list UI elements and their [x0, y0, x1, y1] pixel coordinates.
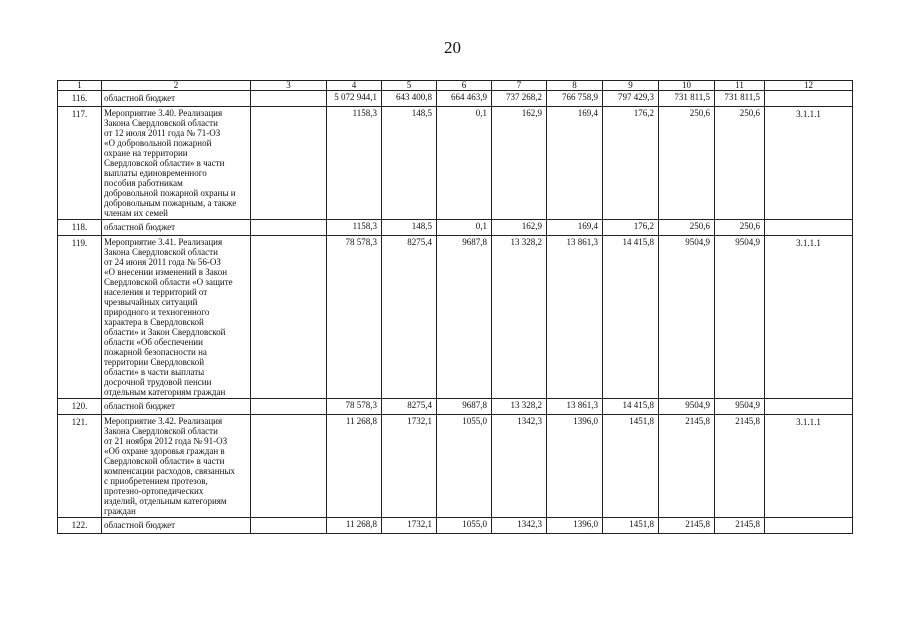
- row-name: областной бюджет: [102, 399, 251, 415]
- value-cell: 1158,3: [327, 220, 382, 236]
- column-header: 9: [603, 81, 659, 91]
- value-cell: 13 861,3: [547, 236, 603, 399]
- target-indicator-cell: [765, 518, 853, 534]
- value-cell: 9504,9: [659, 399, 715, 415]
- value-cell: 250,6: [715, 220, 765, 236]
- value-cell: 1396,0: [547, 415, 603, 518]
- value-cell: 1055,0: [437, 415, 492, 518]
- value-cell: 14 415,8: [603, 399, 659, 415]
- target-indicator-cell: 3.1.1.1: [765, 236, 853, 399]
- row-name: Мероприятие 3.42. Реализация Закона Свердловской области от 21 ноября 2012 года № 91-ОЗ «Об охране здоровья граждан в Свердловской области» в части компенсации расходов, связанных с приобретением протезов, протезно-ортопедических изделий, отдельным категориям граждан: [102, 415, 251, 518]
- column-header: 8: [547, 81, 603, 91]
- value-cell: 11 268,8: [327, 518, 382, 534]
- value-cell: 1342,3: [492, 518, 547, 534]
- row-number: 119.: [58, 236, 102, 399]
- executor-cell: [251, 220, 327, 236]
- value-cell: 1451,8: [603, 415, 659, 518]
- table-row: [58, 220, 853, 236]
- executor-cell: [251, 415, 327, 518]
- row-number: 118.: [58, 220, 102, 236]
- column-header: 5: [382, 81, 437, 91]
- value-cell: 731 811,5: [715, 91, 765, 107]
- value-cell: 250,6: [715, 107, 765, 220]
- executor-cell: [251, 399, 327, 415]
- value-cell: 148,5: [382, 220, 437, 236]
- table-row: [58, 236, 853, 399]
- value-cell: 1055,0: [437, 518, 492, 534]
- table-row: [58, 91, 853, 107]
- column-header: 2: [102, 81, 251, 91]
- row-name: областной бюджет: [102, 91, 251, 107]
- value-cell: 2145,8: [659, 415, 715, 518]
- table-row: [58, 399, 853, 415]
- target-indicator-cell: [765, 91, 853, 107]
- value-cell: 169,4: [547, 220, 603, 236]
- value-cell: 162,9: [492, 220, 547, 236]
- table-row: [58, 415, 853, 518]
- value-cell: 13 328,2: [492, 236, 547, 399]
- value-cell: 162,9: [492, 107, 547, 220]
- target-indicator-cell: 3.1.1.1: [765, 107, 853, 220]
- value-cell: 2145,8: [715, 518, 765, 534]
- value-cell: 0,1: [437, 220, 492, 236]
- value-cell: 148,5: [382, 107, 437, 220]
- value-cell: 78 578,3: [327, 399, 382, 415]
- value-cell: 1342,3: [492, 415, 547, 518]
- table-row: [58, 518, 853, 534]
- row-number: 122.: [58, 518, 102, 534]
- value-cell: 14 415,8: [603, 236, 659, 399]
- value-cell: 1732,1: [382, 518, 437, 534]
- executor-cell: [251, 91, 327, 107]
- column-header: 7: [492, 81, 547, 91]
- executor-cell: [251, 518, 327, 534]
- row-number: 121.: [58, 415, 102, 518]
- column-header: 1: [58, 81, 102, 91]
- value-cell: 78 578,3: [327, 236, 382, 399]
- value-cell: 13 328,2: [492, 399, 547, 415]
- value-cell: 797 429,3: [603, 91, 659, 107]
- target-indicator-cell: [765, 399, 853, 415]
- value-cell: 169,4: [547, 107, 603, 220]
- column-header: 3: [251, 81, 327, 91]
- value-cell: 9504,9: [715, 399, 765, 415]
- value-cell: 1396,0: [547, 518, 603, 534]
- executor-cell: [251, 107, 327, 220]
- row-number: 116.: [58, 91, 102, 107]
- row-name: Мероприятие 3.40. Реализация Закона Свердловской области от 12 июля 2011 года № 71-ОЗ «О добровольной пожарной охране на территории Свердловской области» в части выплаты единовременного пособия работникам добровольной пожарной охраны и добровольным пожарным, а также членам их семей: [102, 107, 251, 220]
- value-cell: 13 861,3: [547, 399, 603, 415]
- target-indicator-cell: 3.1.1.1: [765, 415, 853, 518]
- value-cell: 1451,8: [603, 518, 659, 534]
- program-table: [57, 80, 853, 534]
- table-row: [58, 107, 853, 220]
- header-row: [58, 81, 853, 91]
- value-cell: 2145,8: [659, 518, 715, 534]
- value-cell: 250,6: [659, 220, 715, 236]
- value-cell: 731 811,5: [659, 91, 715, 107]
- value-cell: 176,2: [603, 107, 659, 220]
- value-cell: 737 268,2: [492, 91, 547, 107]
- value-cell: 9687,8: [437, 236, 492, 399]
- value-cell: 9687,8: [437, 399, 492, 415]
- value-cell: 5 072 944,1: [327, 91, 382, 107]
- value-cell: 1732,1: [382, 415, 437, 518]
- value-cell: 664 463,9: [437, 91, 492, 107]
- row-name: областной бюджет: [102, 518, 251, 534]
- target-indicator-cell: [765, 220, 853, 236]
- value-cell: 643 400,8: [382, 91, 437, 107]
- row-name: Мероприятие 3.41. Реализация Закона Свердловской области от 24 июня 2011 года № 56-ОЗ «О внесении изменений в Закон Свердловской области «О защите населения и территорий от чрезвычайных ситуаций природного и техногенного характера в Свердловской области» и Закон Свердловской области «Об обеспечении пожарной безопасности на территории Свердловской области» в части выплаты досрочной трудовой пенсии отдельным категориям граждан: [102, 236, 251, 399]
- column-header: 4: [327, 81, 382, 91]
- executor-cell: [251, 236, 327, 399]
- column-header: 11: [715, 81, 765, 91]
- value-cell: 1158,3: [327, 107, 382, 220]
- row-number: 120.: [58, 399, 102, 415]
- row-number: 117.: [58, 107, 102, 220]
- table-body: [58, 81, 853, 534]
- value-cell: 766 758,9: [547, 91, 603, 107]
- column-header: 6: [437, 81, 492, 91]
- value-cell: 8275,4: [382, 236, 437, 399]
- value-cell: 8275,4: [382, 399, 437, 415]
- value-cell: 2145,8: [715, 415, 765, 518]
- value-cell: 9504,9: [715, 236, 765, 399]
- value-cell: 11 268,8: [327, 415, 382, 518]
- page-number: 20: [444, 38, 461, 57]
- value-cell: 250,6: [659, 107, 715, 220]
- column-header: 12: [765, 81, 853, 91]
- column-header: 10: [659, 81, 715, 91]
- value-cell: 0,1: [437, 107, 492, 220]
- value-cell: 9504,9: [659, 236, 715, 399]
- row-name: областной бюджет: [102, 220, 251, 236]
- value-cell: 176,2: [603, 220, 659, 236]
